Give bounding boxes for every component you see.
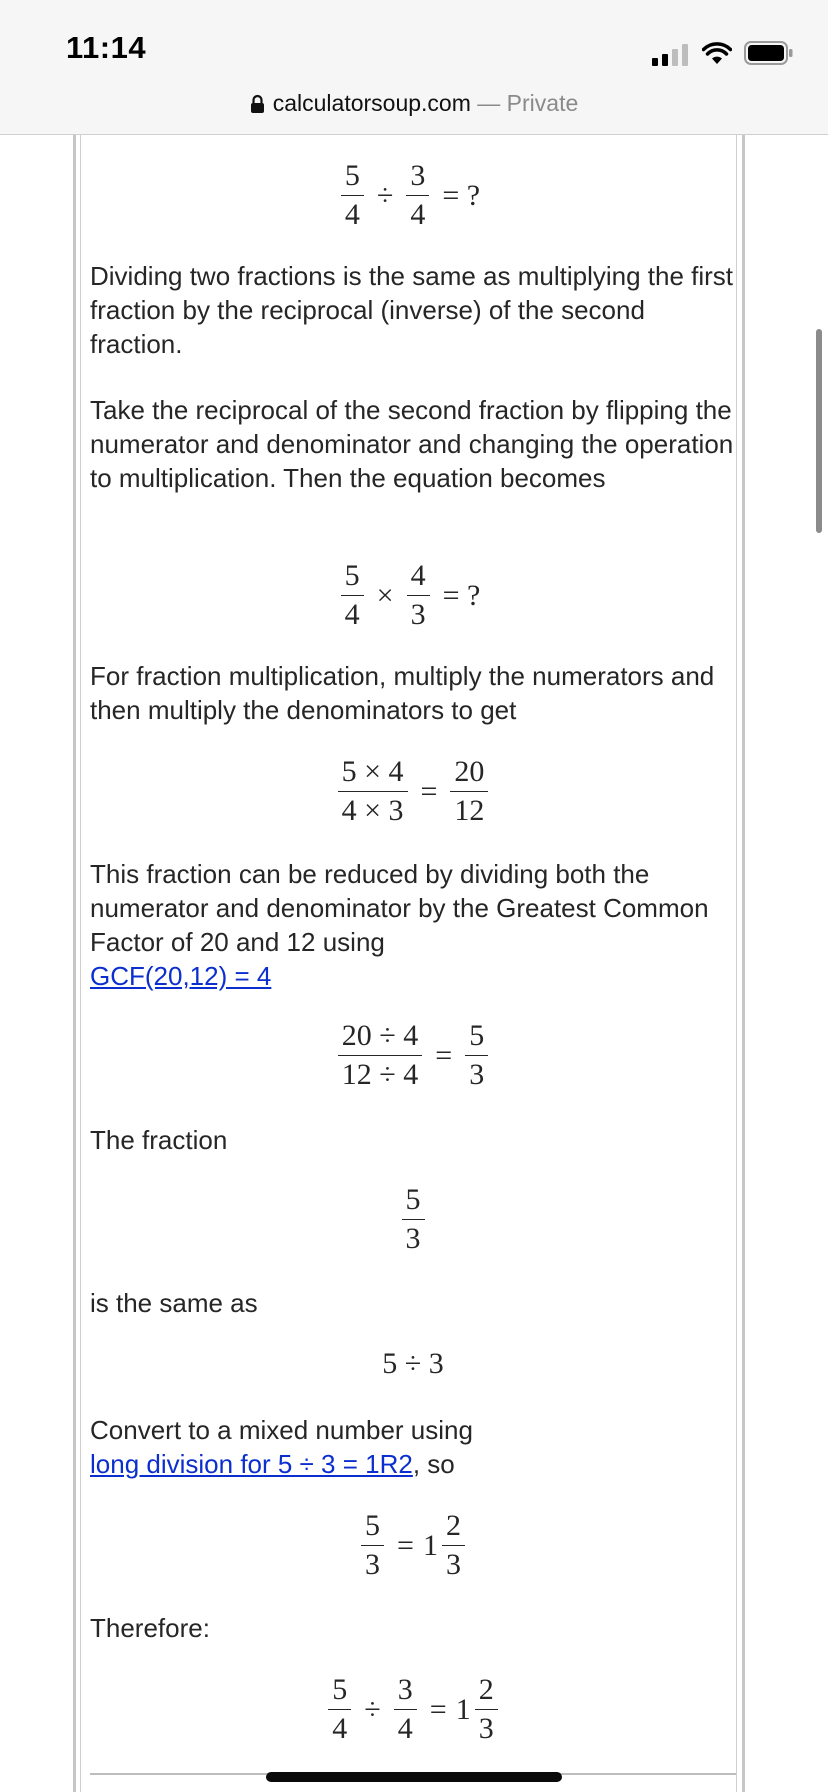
address-bar[interactable] — [0, 88, 828, 135]
status-bar — [0, 0, 828, 88]
paragraph — [90, 857, 736, 993]
equals-unknown: = ? — [442, 578, 481, 612]
numerator: 5 — [365, 1509, 381, 1542]
equation-division — [90, 157, 736, 234]
denominator: 3 — [407, 595, 430, 634]
url-separator: — — [470, 90, 507, 116]
page-content[interactable] — [0, 135, 828, 1792]
fraction — [394, 1671, 417, 1748]
fraction — [465, 1017, 488, 1094]
status-time: 11:14 — [66, 30, 147, 65]
operator: = — [420, 774, 438, 808]
denominator: 3 — [475, 1709, 498, 1748]
fraction — [475, 1671, 498, 1748]
wifi-icon — [702, 42, 732, 66]
denominator: 4 × 3 — [338, 791, 408, 830]
url-domain: calculatorsoup.com — [272, 90, 471, 116]
equals-unknown: = ? — [442, 178, 481, 212]
whole-part: 1 — [455, 1692, 471, 1726]
denominator: 3 — [402, 1219, 425, 1258]
home-indicator[interactable] — [266, 1772, 562, 1782]
paragraph-suffix: , so — [412, 1449, 455, 1479]
paragraph-text — [90, 1413, 736, 1481]
frame-inner-border-left — [80, 135, 81, 1792]
mixed-number — [456, 1671, 502, 1748]
fraction — [338, 1017, 422, 1094]
paragraph-text: Therefore: — [90, 1613, 210, 1643]
frame-inner-border-right — [736, 135, 737, 1792]
equation-division-plain — [90, 1347, 736, 1381]
equation-multiplication — [90, 557, 736, 634]
operator: = — [435, 1038, 453, 1072]
operator: = — [429, 1692, 447, 1726]
numerator: 3 — [397, 1673, 413, 1706]
fraction — [338, 753, 408, 830]
paragraph — [90, 1286, 736, 1320]
paragraph-text: Take the reciprocal of the second fraction by flipping the numerator and denominator and changing the operation to multiplication. Then the equation becomes — [90, 395, 734, 493]
numerator: 5 — [469, 1019, 485, 1052]
fraction — [442, 1507, 465, 1584]
denominator: 12 ÷ 4 — [338, 1055, 422, 1094]
division-expression: 5 ÷ 3 — [382, 1347, 444, 1380]
numerator: 5 × 4 — [341, 755, 404, 788]
paragraph-text: For fraction multiplication, multiply the numerators and then multiply the denominators to get — [90, 661, 715, 725]
numerator: 5 — [405, 1183, 421, 1216]
denominator: 4 — [341, 195, 364, 234]
fraction — [341, 557, 364, 634]
fraction — [341, 157, 364, 234]
frame-border-right — [742, 135, 745, 1792]
scrollbar-thumb[interactable] — [816, 329, 822, 533]
operator: ÷ — [376, 178, 394, 212]
paragraph — [90, 1611, 736, 1645]
paragraph-body: This fraction can be reduced by dividing both the numerator and denominator by the Greatest Common Factor of 20 and 12 using — [90, 859, 709, 957]
numerator: 20 — [454, 755, 485, 788]
denominator: 4 — [328, 1709, 351, 1748]
whole-part: 1 — [422, 1528, 438, 1562]
numerator: 4 — [410, 559, 426, 592]
numerator: 20 ÷ 4 — [341, 1019, 419, 1052]
status-icons — [652, 36, 794, 66]
paragraph — [90, 259, 736, 361]
fraction — [361, 1507, 384, 1584]
fraction — [328, 1671, 351, 1748]
equation-reduce — [90, 1017, 736, 1094]
numerator: 3 — [410, 159, 426, 192]
denominator: 4 — [394, 1709, 417, 1748]
numerator: 5 — [332, 1673, 348, 1706]
mixed-number — [423, 1507, 469, 1584]
fraction — [406, 157, 429, 234]
paragraph — [90, 393, 736, 495]
operator: = — [397, 1528, 414, 1562]
paragraph-text: Dividing two fractions is the same as multiplying the first fraction by the reciprocal (inverse) of the second fraction. — [90, 261, 734, 359]
paragraph-text — [90, 857, 736, 993]
equation-final — [90, 1671, 736, 1748]
equation-product — [90, 753, 736, 830]
cellular-signal-icon — [652, 44, 688, 66]
numerator: 2 — [478, 1673, 494, 1706]
fraction — [407, 557, 430, 634]
private-label: Private — [506, 90, 579, 116]
numerator: 5 — [344, 559, 360, 592]
denominator: 4 — [406, 195, 429, 234]
long-division-link[interactable]: long division for 5 ÷ 3 = 1R2 — [90, 1449, 413, 1479]
gcf-link[interactable]: GCF(20,12) = 4 — [90, 961, 272, 991]
paragraph — [90, 1413, 736, 1481]
denominator: 12 — [450, 791, 488, 830]
frame-border-left — [73, 135, 76, 1792]
operator: ÷ — [364, 1692, 381, 1726]
numerator: 5 — [344, 159, 360, 192]
denominator: 3 — [442, 1545, 465, 1584]
url-display[interactable] — [0, 88, 828, 118]
equation-fraction — [90, 1181, 736, 1258]
paragraph-body: Convert to a mixed number using — [90, 1415, 473, 1445]
fraction — [402, 1181, 425, 1258]
numerator: 2 — [445, 1509, 461, 1542]
paragraph-text: The fraction — [90, 1125, 228, 1155]
lock-icon — [250, 94, 265, 114]
fraction — [450, 753, 488, 830]
battery-icon — [744, 40, 794, 66]
paragraph — [90, 659, 736, 727]
denominator: 4 — [341, 595, 364, 634]
operator: × — [376, 578, 394, 612]
denominator: 3 — [465, 1055, 488, 1094]
paragraph-text: is the same as — [90, 1288, 258, 1318]
paragraph — [90, 1123, 736, 1157]
equation-mixed — [90, 1507, 736, 1584]
denominator: 3 — [361, 1545, 384, 1584]
